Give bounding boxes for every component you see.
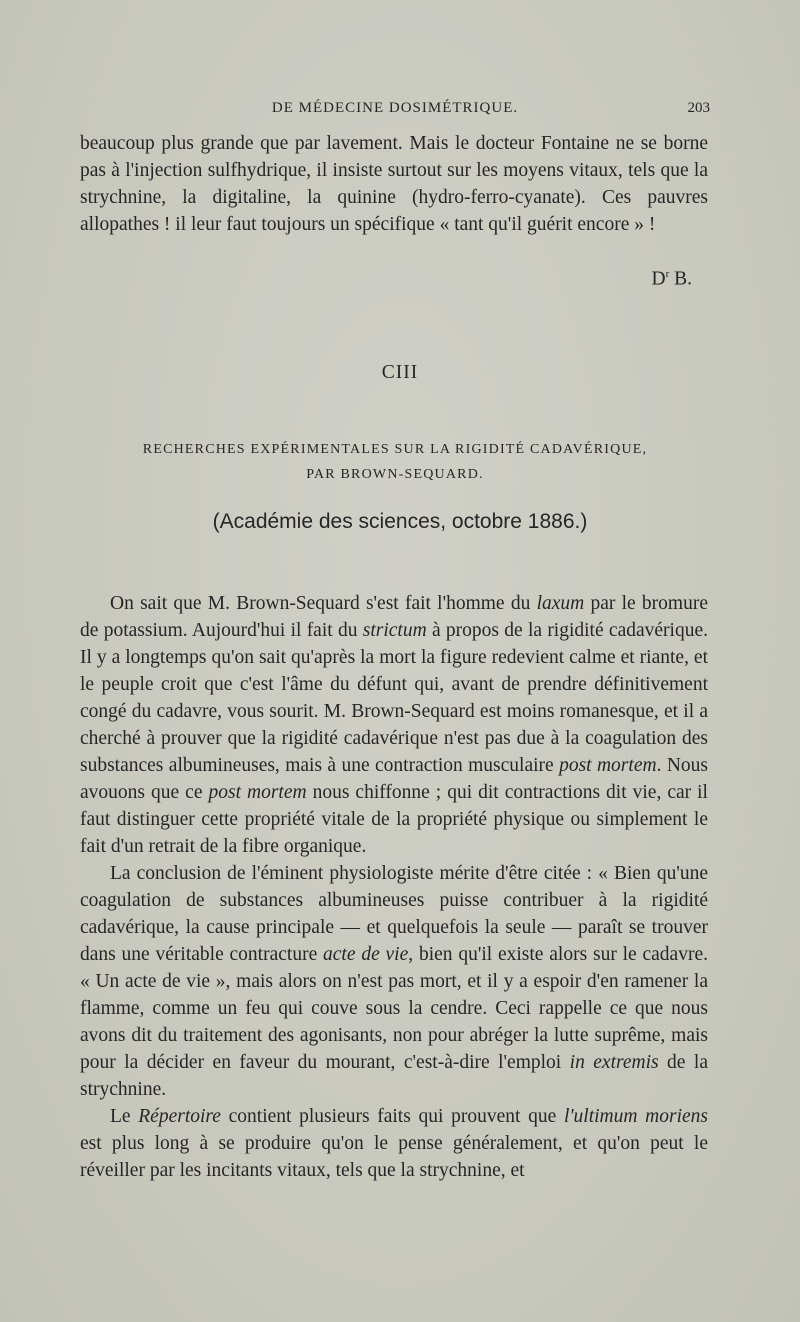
signature-prefix: D — [651, 268, 666, 290]
p1-text-d: . Nous avouons que ce — [80, 755, 709, 803]
article-source: (Académie des sciences, octobre 1886.) — [212, 510, 588, 533]
body-paragraph-2 — [80, 860, 708, 1103]
p1-text-a: On sait que M. Brown-Sequard s'est fait l'homme du — [110, 593, 537, 614]
p3-italic-ultimum-moriens: l'ultimum moriens — [563, 1106, 708, 1127]
section-number: CIII — [381, 362, 419, 383]
running-head-title: DE MÉDECINE DOSIMÉTRIQUE. — [271, 100, 519, 116]
signature-name: B. — [669, 268, 692, 290]
article-body — [80, 590, 708, 1184]
continuation-paragraph: beaucoup plus grande que par lavement. Mais le docteur Fontaine ne se borne pas à l'injection sulfhydrique, il insiste surtout sur les moyens vitaux, tels que la strychnine, la digitaline, la quinine (hydro-ferro-cyanate). Ces pauvres allopathes ! il leur faut toujours un spécifique « tant qu'il guérit encore » ! — [80, 133, 708, 235]
p2-text-a: La conclusion de l'éminent physiologiste mérite d'être citée : « Bien qu'une coagulation de substances albumineuses puisse contribuer à la rigidité cadavérique, la cause principale — et quelquefois la seule — paraît se trouver dans une véritable contracture — [80, 863, 708, 965]
p1-italic-post-mortem-1: post mortem — [559, 755, 657, 776]
p1-text-c: à propos de la rigidité cadavérique. Il y a longtemps qu'on sait qu'après la mort la figure redevient calme et riante, et le peuple croit que c'est l'âme du défunt qui, avant de prendre définitivement congé du cadavre, vous sourit. M. Brown-Sequard est moins romanesque, et il a cherché à prouver que la rigidité cadavérique n'est pas due à la coagulation des substances albumineuses, mais à une contraction musculaire — [80, 620, 708, 776]
p3-text-a: Le — [110, 1106, 139, 1127]
author-signature — [651, 268, 692, 291]
article-title-line-1: RECHERCHES EXPÉRIMENTALES SUR LA RIGIDITÉ CADAVÉRIQUE, — [142, 442, 648, 457]
p3-text-c: est plus long à se produire qu'on le pense généralement, et qu'on peut le réveiller par les incitants vitaux, tels que la strychnine, et — [80, 1133, 708, 1181]
signature-superscript: r — [665, 268, 670, 280]
p1-italic-post-mortem-2: post mortem — [208, 782, 307, 803]
continuation-text — [80, 130, 708, 238]
body-paragraph-1 — [80, 590, 708, 860]
p2-italic-acte-de-vie: acte de vie — [323, 944, 409, 965]
running-head — [80, 100, 710, 124]
p1-italic-laxum: laxum — [536, 593, 585, 614]
p2-text-b: , bien qu'il existe alors sur le cadavre. « Un acte de vie », mais alors on n'est pas mort, et il y a espoir d'en ramener la flamme, comme un feu qui couve sous la cendre. Ceci rappelle ce que nous avons dit du traitement des agonisants, non pour abréger la lutte suprême, mais pour la décider en faveur du mourant, c'est-à-dire l'emploi — [80, 944, 708, 1073]
page-number: 203 — [687, 100, 710, 116]
article-title — [80, 437, 710, 487]
p1-text-e: nous chiffonne ; qui dit contractions dit vie, car il faut distinguer cette propriété vitale de la propriété physique ou simplement le fait d'un retrait de la fibre organique. — [80, 782, 708, 857]
p3-text-b: contient plusieurs faits qui prouvent que — [220, 1106, 564, 1127]
p2-text-c: de la strychnine. — [80, 1052, 708, 1100]
p3-italic-repertoire: Répertoire — [138, 1106, 221, 1127]
article-title-line-2: PAR BROWN-SEQUARD. — [306, 467, 484, 482]
p1-italic-strictum: strictum — [362, 620, 427, 641]
p2-italic-in-extremis: in extremis — [569, 1052, 659, 1073]
body-paragraph-3 — [80, 1103, 708, 1184]
p1-text-b: par le bromure de potassium. Aujourd'hui il fait du — [80, 593, 708, 641]
